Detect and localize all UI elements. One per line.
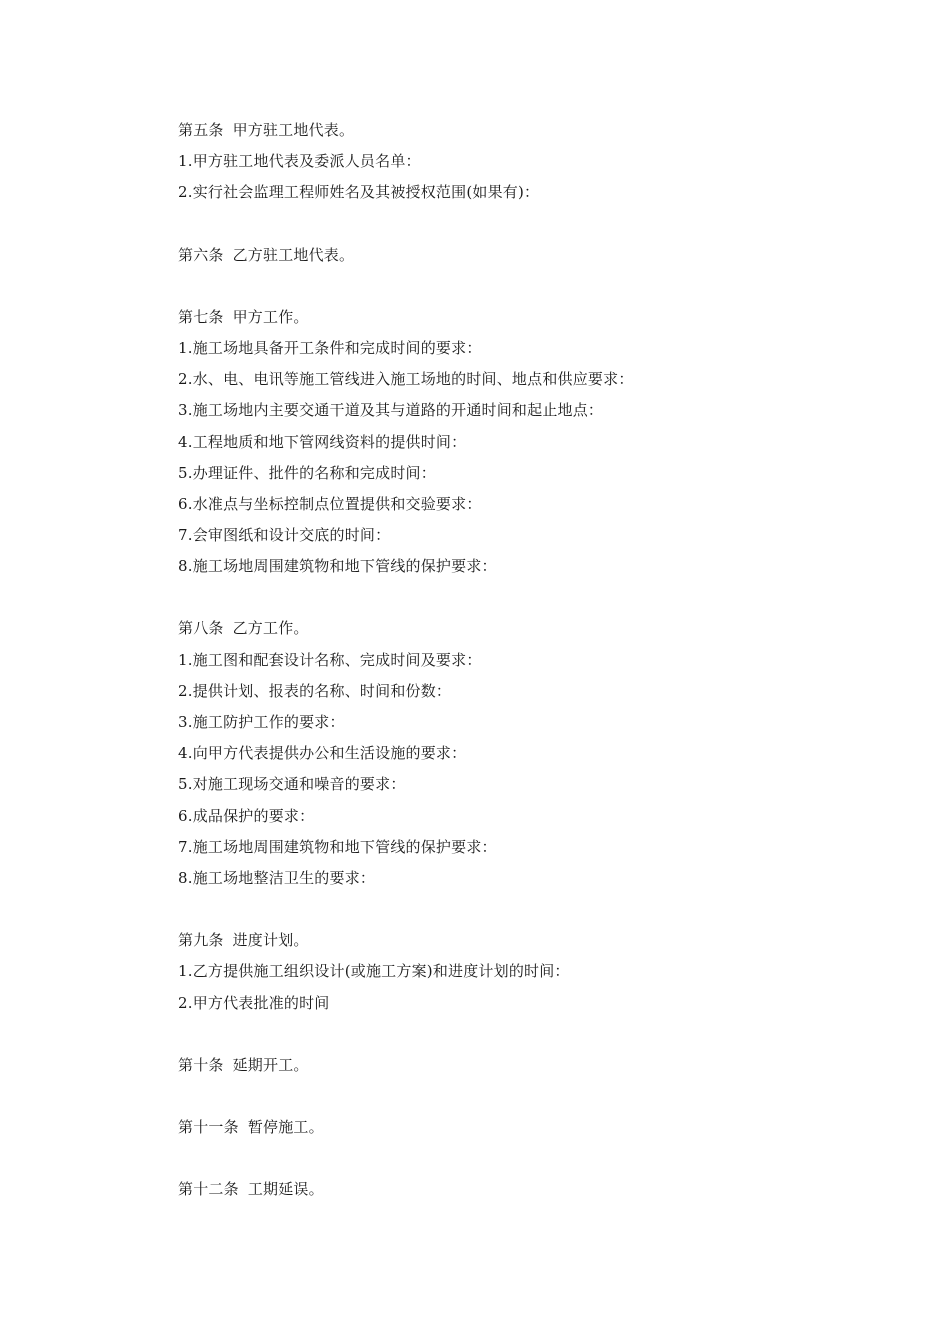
article-title: 暂停施工。 [247,1117,324,1136]
clause-line: 7.施工场地周围建筑物和地下管线的保护要求： [178,837,497,856]
clause-line: 7.会审图纸和设计交底的时间： [178,526,391,545]
article-number: 第八条 [178,619,224,638]
clause-line: 5.办理证件、批件的名称和完成时间： [178,463,436,482]
clause-line: 4.工程地质和地下管网线资料的提供时间： [178,432,467,451]
article-11 [178,1112,878,1143]
article-heading [178,1174,878,1205]
article-12 [178,1174,878,1205]
clause-line: 1.施工场地具备开工条件和完成时间的要求： [178,338,482,357]
article-number: 第十条 [178,1055,224,1074]
article-10 [178,1050,878,1081]
clause-line: 6.水准点与坐标控制点位置提供和交验要求： [178,494,482,513]
clause-line: 8.施工场地整洁卫生的要求： [178,868,376,887]
article-title: 乙方驻工地代表。 [232,245,355,264]
clause-line: 4.向甲方代表提供办公和生活设施的要求： [178,744,467,763]
article-8 [178,613,878,894]
article-title: 延期开工。 [232,1055,309,1074]
article-heading [178,302,878,333]
clause-line: 5.对施工现场交通和噪音的要求： [178,775,406,794]
article-7 [178,302,878,583]
article-title: 甲方工作。 [232,307,309,326]
article-heading [178,613,878,644]
clause-line: 1.乙方提供施工组织设计(或施工方案)和进度计划的时间： [178,962,570,981]
article-title: 甲方驻工地代表。 [232,121,355,139]
clause-line: 3.施工防护工作的要求： [178,713,345,731]
article-6 [178,240,878,271]
clause-line: 2.提供计划、报表的名称、时间和份数： [178,681,452,700]
article-heading [178,240,878,271]
clause-line: 1.施工图和配套设计名称、完成时间及要求： [178,650,482,669]
article-number: 第十一条 [178,1117,239,1136]
article-number: 第九条 [178,931,224,950]
clause-line: 6.成品保护的要求： [178,806,315,825]
clause-line: 8.施工场地周围建筑物和地下管线的保护要求： [178,557,497,576]
article-5 [178,115,878,209]
article-heading [178,115,878,146]
clause-line: 2.甲方代表批准的时间 [178,993,330,1012]
clause-line: 2.水、电、电讯等施工管线进入施工场地的时间、地点和供应要求： [178,370,634,389]
clause-line: 1.甲方驻工地代表及委派人员名单： [178,152,421,171]
article-heading [178,1112,878,1143]
article-heading [178,925,878,956]
clause-line: 2.实行社会监理工程师姓名及其被授权范围(如果有)： [178,183,540,202]
article-number: 第五条 [178,121,224,139]
article-number: 第十二条 [178,1180,239,1199]
article-number: 第六条 [178,245,224,264]
article-heading [178,1050,878,1081]
article-title: 进度计划。 [232,931,309,950]
article-title: 工期延误。 [247,1180,324,1199]
clause-line: 3.施工场地内主要交通干道及其与道路的开通时间和起止地点： [178,401,604,420]
article-9 [178,925,878,1019]
article-number: 第七条 [178,307,224,326]
article-title: 乙方工作。 [232,619,309,638]
document-page [178,115,878,1205]
